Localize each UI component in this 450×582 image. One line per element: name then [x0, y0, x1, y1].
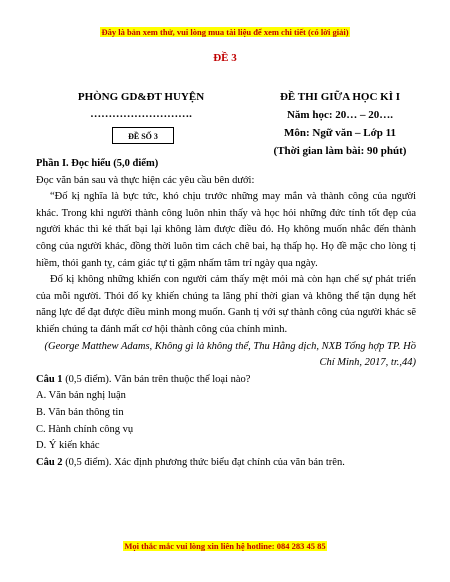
question-1-option-c: C. Hành chính công vụ	[36, 423, 134, 435]
exam-code-box: ĐỀ SỐ 3	[112, 127, 174, 144]
question-1-label: Câu 1	[36, 373, 63, 385]
question-2	[36, 455, 416, 472]
top-notice-text: Đây là bản xem thử, vui lòng mua tài liệu để xem chi tiết (có lời giải)	[101, 27, 349, 37]
question-1-text: (0,5 điểm). Văn bản trên thuộc thể loại nào?	[62, 373, 251, 385]
department-name: PHÒNG GD&ĐT HUYỆN	[77, 91, 205, 103]
district-placeholder: ……………………….	[90, 108, 192, 120]
instruction: Đọc văn bản sau và thực hiện các yêu cầu bên dưới:	[36, 174, 255, 186]
school-year: Năm học: 20… – 20….	[286, 109, 394, 121]
passage-paragraph-1: “Đố kị nghĩa là bực tức, khó chịu trước những may mắn và thành công của người khác. Trong khi người thành công luôn nhìn thấy và học hỏi những đức tính tốt đẹp của người khác thì kẻ thất bại lại không làm được điều đó. Họ không muốn nhắc đến thành công của người khác, đồng thời luôn tìm cách chê bai, hạ thấp họ. Họ đề mặc cho lòng tị hiềm, thói ganh tỵ, cảm giác tự ti gặm nhấm tâm trí ngày qua ngày.	[36, 191, 416, 269]
exam-body	[36, 156, 416, 471]
citation: (George Matthew Adams, Không gì là không thể, Thu Hằng dịch, NXB Tổng hợp TP. Hồ Chí Minh, 2017, tr.,44)	[44, 340, 416, 369]
question-1-option-d: D. Ý kiến khác	[36, 440, 100, 452]
passage-paragraph-2: Đố kị không những khiến con người cảm thấy mệt mỏi mà còn hạn chế sự phát triển của mỗi người. Thói đố kỵ khiến chúng ta lãng phí thời gian và không thể tận dụng hết năng lực để đạt được điều mình mong muốn. Ganh tị với sự thành công của người khác sẽ khiến chúng ta đánh mất cơ hội thành công của chính mình.	[36, 274, 416, 335]
exam-title: ĐỀ THI GIỮA HỌC KÌ I	[279, 91, 401, 103]
question-1	[36, 372, 416, 389]
section-title: Phần I. Đọc hiểu (5,0 điểm)	[36, 158, 159, 169]
exam-number: ĐỀ 3	[213, 52, 237, 64]
top-preview-notice	[0, 27, 450, 38]
bottom-notice-text: Mọi thắc mắc vui lòng xin liên hệ hotline: 084 283 45 85	[124, 541, 326, 551]
question-1-option-a: A. Văn bản nghị luận	[36, 390, 126, 402]
question-1-option-b: B. Văn bản thông tin	[36, 406, 124, 418]
exam-duration: (Thời gian làm bài: 90 phút)	[273, 145, 407, 157]
question-2-text: (0,5 điểm). Xác định phương thức biểu đạt chính của văn bản trên.	[62, 456, 345, 468]
question-2-label: Câu 2	[36, 456, 63, 468]
subject-grade: Môn: Ngữ văn – Lớp 11	[283, 127, 396, 139]
bottom-hotline-notice	[0, 541, 450, 552]
